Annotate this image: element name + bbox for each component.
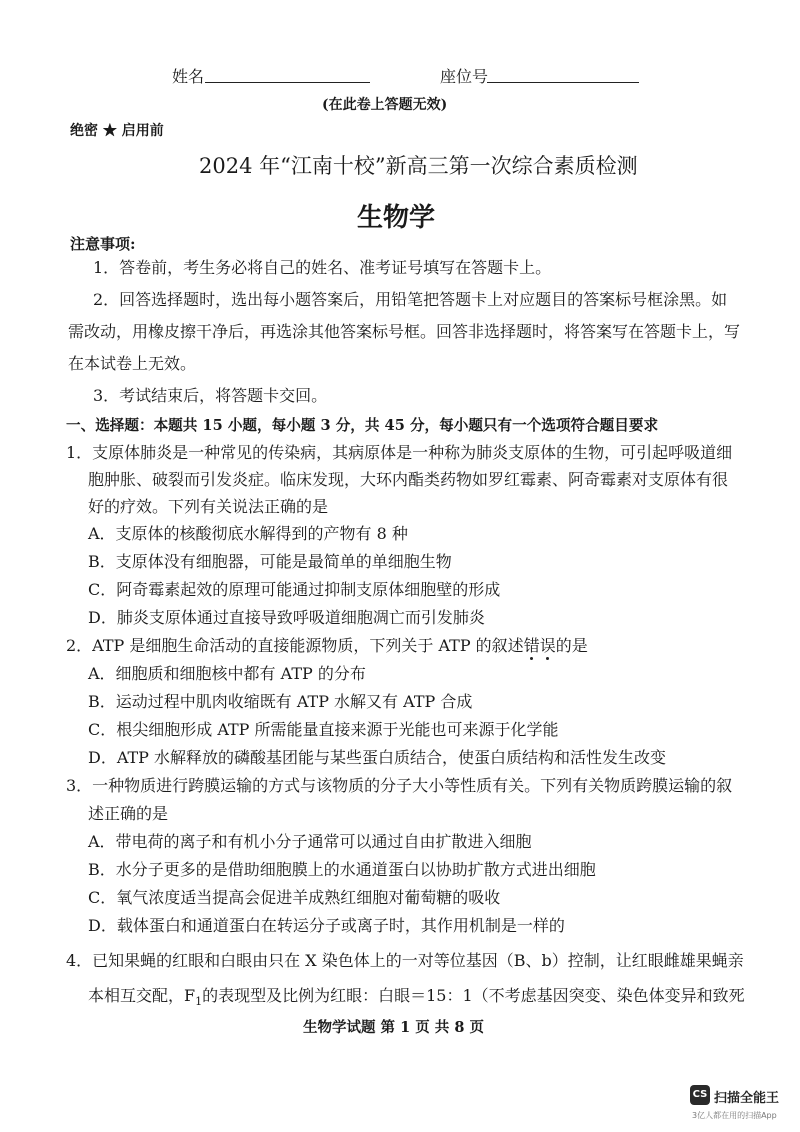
q4-stem-line-2 bbox=[88, 983, 745, 1008]
subject-title: 生物学 bbox=[357, 203, 436, 233]
q4-line2-before: 本相互交配，F bbox=[88, 986, 196, 1005]
q2-stem-before: 2．ATP 是细胞生命活动的直接能源物质，下列关于 ATP 的叙述 bbox=[66, 636, 524, 655]
q2-stem bbox=[66, 633, 588, 656]
section-heading: 一、选择题：本题共 15 小题，每小题 3 分，共 45 分，每小题只有一个选项符合题目要求 bbox=[66, 417, 659, 434]
q2-option-a: A．细胞质和细胞核中都有 ATP 的分布 bbox=[88, 664, 366, 683]
q1-option-d: D．肺炎支原体通过直接导致呼吸道细胞凋亡而引发肺炎 bbox=[88, 608, 485, 627]
q3-option-a: A．带电荷的离子和有机小分子通常可以通过自由扩散进入细胞 bbox=[88, 832, 532, 851]
scanner-slogan: 3亿人都在用的扫描App bbox=[692, 1111, 777, 1120]
q4-line2-after: 的表现型及比例为红眼：白眼＝15：1（不考虑基因突变、染色体变异和致死 bbox=[202, 986, 745, 1005]
notice-item-1: 1．答卷前，考生务必将自己的姓名、准考证号填写在答题卡上。 bbox=[93, 258, 552, 277]
q1-option-c: C．阿奇霉素起效的原理可能通过抑制支原体细胞壁的形成 bbox=[88, 580, 501, 599]
notice-title: 注意事项: bbox=[70, 235, 136, 253]
q1-stem-line-3: 好的疗效。下列有关说法正确的是 bbox=[88, 497, 329, 516]
name-label: 姓名 bbox=[172, 67, 205, 86]
secret-mark: 绝密 ★ 启用前 bbox=[70, 123, 164, 139]
seat-label: 座位号 bbox=[440, 67, 489, 86]
q2-emphasis-char-1: 错 bbox=[523, 636, 540, 655]
q1-option-a: A．支原体的核酸彻底水解得到的产物有 8 种 bbox=[88, 524, 408, 543]
q4-stem-line-1: 4．已知果蝇的红眼和白眼由只在 X 染色体上的一对等位基因（B、b）控制，让红眼雌雄果蝇亲 bbox=[66, 951, 744, 970]
q2-stem-after: 的是 bbox=[555, 636, 588, 655]
q3-option-b: B．水分子更多的是借助细胞膜上的水通道蛋白以协助扩散方式进出细胞 bbox=[88, 860, 596, 879]
q3-stem-line-2: 述正确的是 bbox=[88, 804, 169, 823]
page-footer: 生物学试题 第 1 页 共 8 页 bbox=[303, 1019, 484, 1036]
q2-option-b: B．运动过程中肌肉收缩既有 ATP 水解又有 ATP 合成 bbox=[88, 692, 473, 711]
q1-option-b: B．支原体没有细胞器，可能是最简单的单细胞生物 bbox=[88, 552, 452, 571]
notice-item-2-line-2: 需改动，用橡皮擦干净后，再选涂其他答案标号框。回答非选择题时，将答案写在答题卡上，写 bbox=[68, 322, 741, 341]
q2-option-d: D．ATP 水解释放的磷酸基团能与某些蛋白质结合，使蛋白质结构和活性发生改变 bbox=[88, 748, 667, 767]
notice-item-3: 3．考试结束后，将答题卡交回。 bbox=[93, 386, 328, 405]
invalid-note: (在此卷上答题无效) bbox=[322, 97, 448, 113]
q3-option-d: D．载体蛋白和通道蛋白在转运分子或离子时，其作用机制是一样的 bbox=[88, 916, 565, 935]
q2-emphasis-char-2: 误 bbox=[539, 636, 556, 655]
q4-line2-subscript: 1 bbox=[195, 995, 203, 1009]
q3-stem-line-1: 3．一种物质进行跨膜运输的方式与该物质的分子大小等性质有关。下列有关物质跨膜运输的叙 bbox=[66, 776, 733, 795]
q2-option-c: C．根尖细胞形成 ATP 所需能量直接来源于光能也可来源于化学能 bbox=[88, 720, 559, 739]
scanner-logo: CS bbox=[690, 1085, 710, 1105]
q1-stem-line-2: 胞肿胀、破裂而引发炎症。临床发现，大环内酯类药物如罗红霉素、阿奇霉素对支原体有很 bbox=[88, 470, 729, 489]
exam-title: 2024 年“江南十校”新高三第一次综合素质检测 bbox=[199, 154, 638, 178]
name-blank bbox=[205, 82, 370, 83]
q3-option-c: C．氧气浓度适当提高会促进羊成熟红细胞对葡萄糖的吸收 bbox=[88, 888, 501, 907]
notice-item-2-line-1: 2．回答选择题时，选出每小题答案后，用铅笔把答题卡上对应题目的答案标号框涂黑。如 bbox=[93, 290, 728, 309]
q1-stem-line-1: 1．支原体肺炎是一种常见的传染病，其病原体是一种称为肺炎支原体的生物，可引起呼吸道细 bbox=[66, 443, 733, 462]
notice-item-2-line-3: 在本试卷上无效。 bbox=[68, 354, 197, 373]
seat-blank bbox=[487, 82, 639, 83]
scanner-app-name: 扫描全能王 bbox=[714, 1091, 780, 1106]
